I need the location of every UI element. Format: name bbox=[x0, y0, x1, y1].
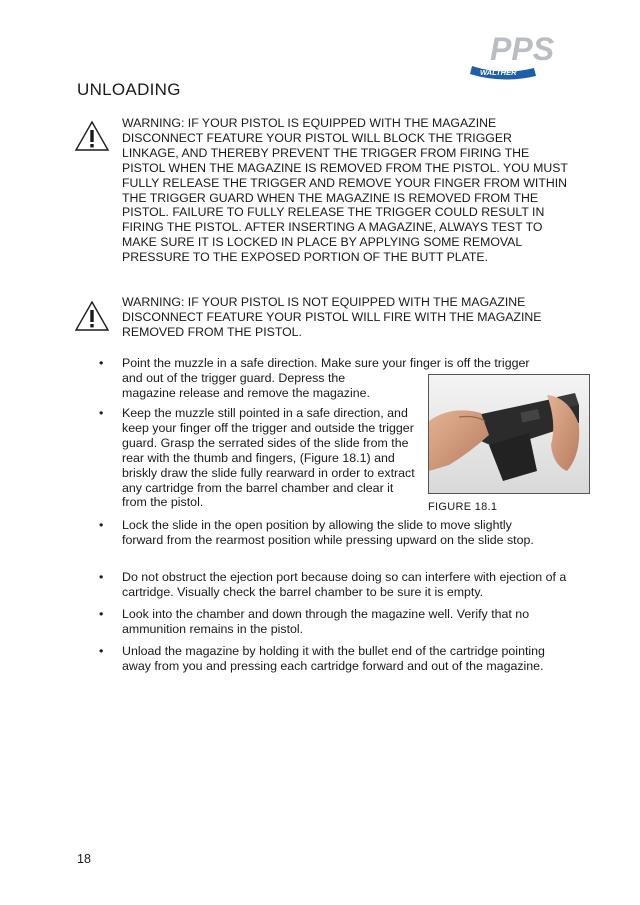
step-2-text: Keep the muzzle still pointed in a safe direction, and keep your finger off the trigger and outside the trigger guard. Grasp the serrated sides of the slide from the rear with the thumb and fingers, (Figure 18.1) and briskly draw the slide fully rearward in order to extract any cartridge from the barrel chamber and clear it from the pistol. bbox=[122, 406, 415, 510]
bullet-marker: • bbox=[99, 518, 104, 532]
page-number: 18 bbox=[77, 852, 91, 866]
hands-racking-slide-illustration bbox=[429, 375, 589, 493]
bullet-marker: • bbox=[99, 607, 104, 621]
walther-pps-logo bbox=[468, 30, 578, 82]
warning-triangle-icon bbox=[74, 120, 110, 152]
bullet-marker: • bbox=[99, 356, 104, 370]
figure-caption: FIGURE 18.1 bbox=[428, 501, 498, 513]
figure-18-1-photo bbox=[428, 374, 590, 494]
section-title: UNLOADING bbox=[77, 80, 181, 99]
step-3-text: Lock the slide in the open position by allowing the slide to move slightly forward from the rearmost position while pressing upward on the slide stop. bbox=[122, 518, 534, 547]
warning-text-1: WARNING: IF YOUR PISTOL IS EQUIPPED WITH THE MAGAZINE DISCONNECT FEATURE YOUR PISTOL WILL BLOCK THE TRIGGER LINKAGE, AND THEREBY PREVENT THE TRIGGER FROM FIRING THE PISTOL WHEN THE MAGAZINE IS REMOVED FROM THE PISTOL. YOU MUST FULLY RELEASE THE TRIGGER AND REMOVE YOUR FINGER FROM WITHIN THE TRIGGER GUARD WHEN THE MAGAZINE IS REMOVED FROM THE PISTOL. FAILURE TO FULLY RELEASE THE TRIGGER COULD RESULT IN FIRING THE PISTOL. AFTER INSERTING A MAGAZINE, ALWAYS TEST TO MAKE SURE IT IS LOCKED IN PLACE BY APPLYING SOME REMOVAL PRESSURE TO THE EXPOSED PORTION OF THE BUTT PLATE. bbox=[122, 116, 568, 265]
step-6-text: Unload the magazine by holding it with the bullet end of the cartridge pointing away from you and pressing each cartridge forward and out of the magazine. bbox=[122, 644, 545, 673]
step-1-line-1: Point the muzzle in a safe direction. Make sure your finger is off the trigger bbox=[122, 356, 530, 370]
bullet-marker: • bbox=[99, 644, 104, 658]
step-5-text: Look into the chamber and down through the magazine well. Verify that no ammunition remains in the pistol. bbox=[122, 607, 530, 636]
step-4-text: Do not obstruct the ejection port because doing so can interfere with ejection of a cartridge. Visually check the barrel chamber to be sure it is empty. bbox=[122, 570, 567, 599]
warning-text-2: WARNING: IF YOUR PISTOL IS NOT EQUIPPED WITH THE MAGAZINE DISCONNECT FEATURE YOUR PISTOL WILL FIRE WITH THE MAGAZINE REMOVED FROM THE PISTOL. bbox=[122, 295, 542, 339]
warning-triangle-icon bbox=[74, 300, 110, 332]
logo-walther-text: WALTHER bbox=[480, 68, 517, 77]
logo-pps-text: PPS bbox=[490, 31, 555, 67]
bullet-marker: • bbox=[99, 406, 104, 420]
step-1-rest: and out of the trigger guard. Depress the magazine release and remove the magazine. bbox=[122, 371, 370, 400]
bullet-marker: • bbox=[99, 570, 104, 584]
